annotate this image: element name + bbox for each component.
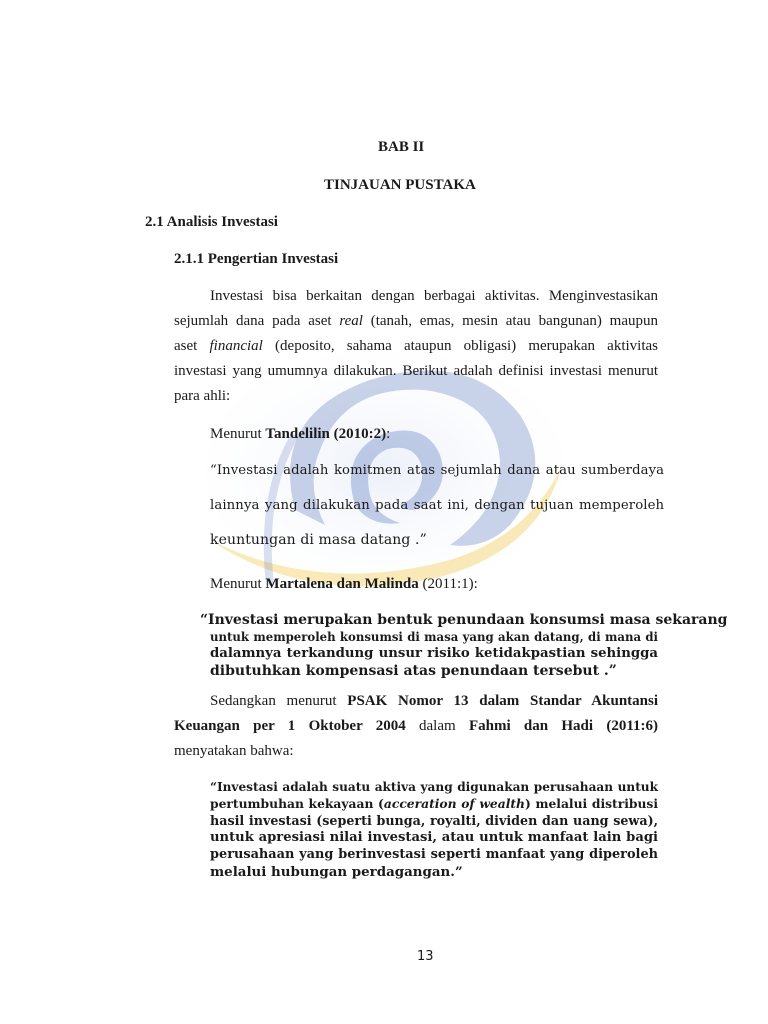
quote-line xyxy=(210,629,658,645)
citation-suffix: (2011:1): xyxy=(418,576,478,592)
citation-author: Tandelilin (2010:2) xyxy=(265,426,387,442)
citation-prefix: Menurut xyxy=(210,576,266,592)
chapter-title: TINJAUAN PUSTAKA xyxy=(324,177,476,193)
italic-term: real xyxy=(339,313,363,329)
citation-intro xyxy=(210,575,478,593)
page-number: 13 xyxy=(417,949,434,964)
quote-line: melalui hubungan perdagangan.” xyxy=(210,864,463,880)
paragraph-text: investasi yang umumnya dilakukan. Berikut adalah definisi investasi menurut xyxy=(174,363,658,379)
quote-text: lainnya yang dilakukan pada saat ini, dengan tujuan memperoleh xyxy=(210,498,665,513)
quote-line xyxy=(210,646,658,662)
quote-line xyxy=(210,847,658,863)
paragraph-text: Investasi bisa berkaitan dengan berbagai aktivitas. Menginvestasikan xyxy=(210,288,658,304)
quote-text: dalamnya terkandung unsur risiko ketidakpastian sehingga xyxy=(210,646,658,661)
subsection-heading: 2.1.1 Pengertian Investasi xyxy=(174,251,339,267)
paragraph-text: sejumlah dana pada aset xyxy=(174,313,340,329)
quote-line xyxy=(210,830,658,846)
quote-line xyxy=(210,796,658,812)
quote-line xyxy=(210,779,658,795)
quote-text: hasil investasi (seperti bunga, royalti, dividen dan uang sewa), xyxy=(210,813,658,828)
paragraph-text: dalam xyxy=(405,718,469,734)
paragraph-line xyxy=(174,312,658,330)
paragraph-line xyxy=(210,692,658,710)
section-heading: 2.1 Analisis Investasi xyxy=(145,214,278,230)
paragraph-text: (tanah, emas, mesin atau bangunan) maupun xyxy=(362,313,659,329)
paragraph-line xyxy=(174,362,658,380)
quote-text: untuk apresiasi nilai investasi, atau untuk manfaat lain bagi xyxy=(210,830,658,845)
paragraph-line xyxy=(174,717,658,735)
paragraph-line xyxy=(174,337,658,355)
paragraph-line xyxy=(210,287,658,305)
paragraph-line: menyatakan bahwa: xyxy=(174,743,294,759)
quote-line xyxy=(210,462,665,480)
quote-text: perusahaan yang berinvestasi seperti manfaat yang diperoleh xyxy=(210,847,658,862)
paragraph-text: (deposito, sahama ataupun obligasi) merupakan aktivitas xyxy=(262,338,658,354)
quote-line: “Investasi merupakan bentuk penundaan konsumsi masa sekarang xyxy=(200,612,728,628)
quote-text: pertumbuhan kekayaan ( xyxy=(210,796,384,811)
citation-prefix: Menurut xyxy=(210,426,266,442)
paragraph-text: aset xyxy=(174,338,210,354)
citation-intro xyxy=(210,425,390,443)
chapter-number: BAB II xyxy=(378,139,425,155)
italic-term: financial xyxy=(209,338,263,354)
quote-line: keuntungan di masa datang .” xyxy=(210,532,427,548)
quote-text: untuk memperoleh konsumsi di masa yang akan datang, di mana di xyxy=(210,630,658,644)
paragraph-text: Sedangkan menurut xyxy=(210,693,348,709)
quote-line xyxy=(210,813,658,829)
quote-text: “Investasi adalah komitmen atas sejumlah dana atau sumberdaya xyxy=(210,463,665,478)
quote-line xyxy=(210,497,665,515)
citation-author: Martalena dan Malinda xyxy=(265,576,419,592)
italic-term: acceration of wealth xyxy=(383,796,525,811)
quote-text: “Investasi adalah suatu aktiva yang digunakan perusahaan untuk xyxy=(210,780,658,794)
citation-suffix: : xyxy=(386,426,391,442)
paragraph-line: para ahli: xyxy=(174,388,231,404)
quote-line: dibutuhkan kompensasi atas penundaan tersebut .” xyxy=(210,663,617,679)
quote-text: ) melalui distribusi xyxy=(525,796,658,811)
standard-name: PSAK Nomor 13 dalam Standar Akuntansi xyxy=(347,693,659,709)
citation-author: Fahmi dan Hadi (2011:6) xyxy=(468,718,658,734)
standard-date: Keuangan per 1 Oktober 2004 xyxy=(174,718,406,734)
